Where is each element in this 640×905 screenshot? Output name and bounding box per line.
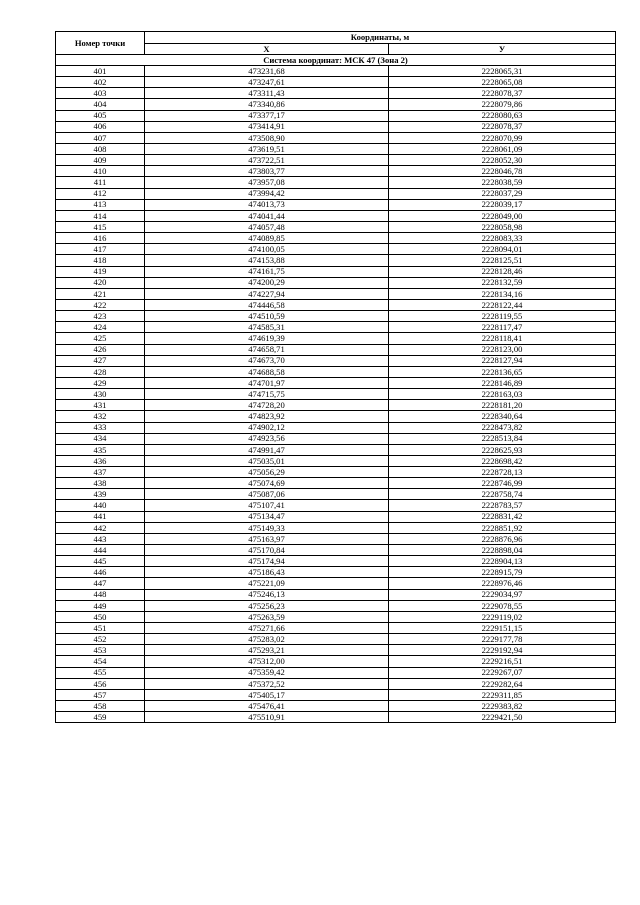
x-coordinate-cell: 475074,69 [145, 478, 389, 489]
y-coordinate-cell: 2228625,93 [389, 444, 616, 455]
y-coordinate-cell: 2229177,78 [389, 634, 616, 645]
y-coordinate-cell: 2228037,29 [389, 188, 616, 199]
x-coordinate-cell: 473377,17 [145, 110, 389, 121]
y-coordinate-cell: 2228058,98 [389, 221, 616, 232]
x-coordinate-cell: 474673,70 [145, 355, 389, 366]
table-row [56, 511, 616, 522]
y-coordinate-cell: 2228728,13 [389, 467, 616, 478]
table-row [56, 611, 616, 622]
x-coordinate-cell: 474991,47 [145, 444, 389, 455]
point-number-cell: 407 [56, 132, 145, 143]
x-coordinate-cell: 475372,52 [145, 678, 389, 689]
x-coordinate-cell: 473311,43 [145, 88, 389, 99]
table-row [56, 634, 616, 645]
y-coordinate-cell: 2228078,37 [389, 88, 616, 99]
table-row [56, 210, 616, 221]
table-row [56, 333, 616, 344]
y-coordinate-cell: 2229078,55 [389, 600, 616, 611]
table-row [56, 277, 616, 288]
table-row [56, 623, 616, 634]
x-coordinate-cell: 475134,47 [145, 511, 389, 522]
y-coordinate-cell: 2228758,74 [389, 489, 616, 500]
x-coordinate-cell: 474227,94 [145, 288, 389, 299]
y-coordinate-cell: 2228125,51 [389, 255, 616, 266]
x-coordinate-cell: 474728,20 [145, 400, 389, 411]
y-coordinate-cell: 2228181,20 [389, 400, 616, 411]
y-coordinate-cell: 2228118,41 [389, 333, 616, 344]
x-coordinate-cell: 475312,00 [145, 656, 389, 667]
point-number-cell: 438 [56, 478, 145, 489]
table-row [56, 389, 616, 400]
y-coordinate-cell: 2228080,63 [389, 110, 616, 121]
x-coordinate-cell: 474619,39 [145, 333, 389, 344]
point-number-cell: 411 [56, 177, 145, 188]
y-coordinate-cell: 2228134,16 [389, 288, 616, 299]
point-number-cell: 418 [56, 255, 145, 266]
table-row [56, 166, 616, 177]
table-row [56, 322, 616, 333]
table-row [56, 567, 616, 578]
coordinates-document [55, 31, 615, 723]
y-coordinate-cell: 2228146,89 [389, 377, 616, 388]
y-coordinate-cell: 2228163,03 [389, 389, 616, 400]
table-row [56, 88, 616, 99]
y-coordinate-cell: 2228831,42 [389, 511, 616, 522]
table-row [56, 689, 616, 700]
x-coordinate-cell: 474715,75 [145, 389, 389, 400]
x-coordinate-cell: 475293,21 [145, 645, 389, 656]
y-coordinate-cell: 2228078,37 [389, 121, 616, 132]
x-coordinate-cell: 474200,29 [145, 277, 389, 288]
table-row [56, 188, 616, 199]
y-coordinate-cell: 2228698,42 [389, 455, 616, 466]
x-coordinate-cell: 473619,51 [145, 143, 389, 154]
x-coordinate-cell: 473247,61 [145, 77, 389, 88]
x-coordinate-cell: 474688,58 [145, 366, 389, 377]
x-coordinate-cell: 474153,88 [145, 255, 389, 266]
y-coordinate-cell: 2229151,15 [389, 623, 616, 634]
table-row [56, 199, 616, 210]
table-row [56, 478, 616, 489]
x-coordinate-cell: 475246,13 [145, 589, 389, 600]
point-number-cell: 427 [56, 355, 145, 366]
y-coordinate-cell: 2228473,82 [389, 422, 616, 433]
x-coordinate-cell: 473994,42 [145, 188, 389, 199]
table-row [56, 500, 616, 511]
y-coordinate-cell: 2228898,04 [389, 545, 616, 556]
y-coordinate-cell: 2228976,46 [389, 578, 616, 589]
x-coordinate-cell: 475283,02 [145, 634, 389, 645]
table-row [56, 233, 616, 244]
x-coordinate-cell: 475149,33 [145, 522, 389, 533]
point-number-cell: 436 [56, 455, 145, 466]
table-row [56, 556, 616, 567]
point-number-cell: 434 [56, 433, 145, 444]
y-coordinate-cell: 2228136,65 [389, 366, 616, 377]
table-row [56, 701, 616, 712]
table-row [56, 444, 616, 455]
y-coordinate-cell: 2228128,46 [389, 266, 616, 277]
table-row [56, 377, 616, 388]
point-number-cell: 455 [56, 667, 145, 678]
y-coordinate-cell: 2228039,17 [389, 199, 616, 210]
y-coordinate-cell: 2228119,55 [389, 311, 616, 322]
y-coordinate-cell: 2229192,94 [389, 645, 616, 656]
point-number-cell: 406 [56, 121, 145, 132]
x-coordinate-cell: 473414,91 [145, 121, 389, 132]
point-number-cell: 448 [56, 589, 145, 600]
point-number-cell: 419 [56, 266, 145, 277]
table-row [56, 533, 616, 544]
point-number-cell: 430 [56, 389, 145, 400]
x-coordinate-cell: 475359,42 [145, 667, 389, 678]
y-coordinate-cell: 2229383,82 [389, 701, 616, 712]
y-coordinate-cell: 2229267,07 [389, 667, 616, 678]
y-coordinate-cell: 2229421,50 [389, 712, 616, 723]
x-coordinate-cell: 474585,31 [145, 322, 389, 333]
point-number-cell: 433 [56, 422, 145, 433]
y-coordinate-cell: 2229282,64 [389, 678, 616, 689]
x-coordinate-cell: 474161,75 [145, 266, 389, 277]
table-row [56, 656, 616, 667]
point-number-cell: 432 [56, 411, 145, 422]
point-number-cell: 409 [56, 155, 145, 166]
table-row [56, 288, 616, 299]
y-column-header: У [389, 44, 616, 55]
point-number-cell: 410 [56, 166, 145, 177]
point-number-cell: 457 [56, 689, 145, 700]
point-number-cell: 412 [56, 188, 145, 199]
point-number-cell: 459 [56, 712, 145, 723]
coordinates-table-body [56, 66, 616, 723]
point-number-cell: 452 [56, 634, 145, 645]
table-row [56, 221, 616, 232]
point-number-cell: 403 [56, 88, 145, 99]
x-coordinate-cell: 473340,86 [145, 99, 389, 110]
table-row [56, 712, 616, 723]
point-number-header: Номер точки [56, 32, 145, 55]
y-coordinate-cell: 2228904,13 [389, 556, 616, 567]
y-coordinate-cell: 2228052,30 [389, 155, 616, 166]
table-row [56, 344, 616, 355]
table-row [56, 244, 616, 255]
table-row [56, 411, 616, 422]
y-coordinate-cell: 2228132,59 [389, 277, 616, 288]
point-number-cell: 450 [56, 611, 145, 622]
x-coordinate-cell: 474923,56 [145, 433, 389, 444]
table-row [56, 667, 616, 678]
table-row [56, 455, 616, 466]
y-coordinate-cell: 2228783,57 [389, 500, 616, 511]
x-coordinate-cell: 475256,23 [145, 600, 389, 611]
table-row [56, 366, 616, 377]
x-coordinate-cell: 474446,58 [145, 299, 389, 310]
point-number-cell: 437 [56, 467, 145, 478]
y-coordinate-cell: 2228038,59 [389, 177, 616, 188]
y-coordinate-cell: 2228070,99 [389, 132, 616, 143]
point-number-cell: 401 [56, 66, 145, 77]
point-number-cell: 414 [56, 210, 145, 221]
y-coordinate-cell: 2228340,64 [389, 411, 616, 422]
point-number-cell: 443 [56, 533, 145, 544]
point-number-cell: 456 [56, 678, 145, 689]
table-row [56, 110, 616, 121]
point-number-cell: 442 [56, 522, 145, 533]
point-number-cell: 453 [56, 645, 145, 656]
point-number-cell: 425 [56, 333, 145, 344]
table-row [56, 299, 616, 310]
table-row [56, 678, 616, 689]
point-number-cell: 446 [56, 567, 145, 578]
x-coordinate-cell: 474823,92 [145, 411, 389, 422]
y-coordinate-cell: 2228079,86 [389, 99, 616, 110]
point-number-cell: 405 [56, 110, 145, 121]
y-coordinate-cell: 2228065,08 [389, 77, 616, 88]
x-coordinate-cell: 474057,48 [145, 221, 389, 232]
table-row [56, 77, 616, 88]
x-coordinate-cell: 474902,12 [145, 422, 389, 433]
y-coordinate-cell: 2228127,94 [389, 355, 616, 366]
x-coordinate-cell: 475510,91 [145, 712, 389, 723]
coordinate-system-label: Система координат: МСК 47 (Зона 2) [56, 55, 616, 66]
x-coordinate-cell: 475035,01 [145, 455, 389, 466]
point-number-cell: 420 [56, 277, 145, 288]
y-coordinate-cell: 2228046,78 [389, 166, 616, 177]
table-row [56, 255, 616, 266]
point-number-cell: 447 [56, 578, 145, 589]
x-coordinate-cell: 475087,06 [145, 489, 389, 500]
y-coordinate-cell: 2228851,92 [389, 522, 616, 533]
y-coordinate-cell: 2229311,85 [389, 689, 616, 700]
x-coordinate-cell: 474013,73 [145, 199, 389, 210]
x-coordinate-cell: 473231,68 [145, 66, 389, 77]
point-number-cell: 458 [56, 701, 145, 712]
point-number-cell: 441 [56, 511, 145, 522]
table-row [56, 578, 616, 589]
x-coordinate-cell: 473957,08 [145, 177, 389, 188]
y-coordinate-cell: 2229216,51 [389, 656, 616, 667]
table-row [56, 589, 616, 600]
x-coordinate-cell: 473722,51 [145, 155, 389, 166]
point-number-cell: 451 [56, 623, 145, 634]
x-coordinate-cell: 475405,17 [145, 689, 389, 700]
point-number-cell: 440 [56, 500, 145, 511]
x-coordinate-cell: 475174,94 [145, 556, 389, 567]
y-coordinate-cell: 2228094,01 [389, 244, 616, 255]
y-coordinate-cell: 2228117,47 [389, 322, 616, 333]
y-coordinate-cell: 2228915,79 [389, 567, 616, 578]
point-number-cell: 422 [56, 299, 145, 310]
y-coordinate-cell: 2229034,97 [389, 589, 616, 600]
point-number-cell: 404 [56, 99, 145, 110]
x-coordinate-cell: 474089,85 [145, 233, 389, 244]
point-number-cell: 444 [56, 545, 145, 556]
y-coordinate-cell: 2228049,00 [389, 210, 616, 221]
table-row [56, 522, 616, 533]
y-coordinate-cell: 2228746,99 [389, 478, 616, 489]
x-coordinate-cell: 473803,77 [145, 166, 389, 177]
point-number-cell: 416 [56, 233, 145, 244]
x-coordinate-cell: 475056,29 [145, 467, 389, 478]
point-number-cell: 431 [56, 400, 145, 411]
y-coordinate-cell: 2229119,02 [389, 611, 616, 622]
table-row [56, 467, 616, 478]
point-number-cell: 439 [56, 489, 145, 500]
x-coordinate-cell: 474658,71 [145, 344, 389, 355]
table-row [56, 66, 616, 77]
coordinates-table [55, 31, 616, 723]
table-row [56, 422, 616, 433]
x-coordinate-cell: 474100,05 [145, 244, 389, 255]
table-row [56, 489, 616, 500]
x-coordinate-cell: 475107,41 [145, 500, 389, 511]
y-coordinate-cell: 2228065,31 [389, 66, 616, 77]
x-coordinate-cell: 475271,66 [145, 623, 389, 634]
y-coordinate-cell: 2228083,33 [389, 233, 616, 244]
point-number-cell: 449 [56, 600, 145, 611]
table-row [56, 266, 616, 277]
x-coordinate-cell: 474510,59 [145, 311, 389, 322]
y-coordinate-cell: 2228122,44 [389, 299, 616, 310]
y-coordinate-cell: 2228513,84 [389, 433, 616, 444]
y-coordinate-cell: 2228876,96 [389, 533, 616, 544]
point-number-cell: 413 [56, 199, 145, 210]
table-row [56, 600, 616, 611]
table-row [56, 177, 616, 188]
point-number-cell: 454 [56, 656, 145, 667]
point-number-cell: 429 [56, 377, 145, 388]
table-row [56, 99, 616, 110]
point-number-cell: 428 [56, 366, 145, 377]
table-row [56, 121, 616, 132]
table-row [56, 400, 616, 411]
point-number-cell: 435 [56, 444, 145, 455]
coordinates-header: Координаты, м [145, 32, 616, 44]
table-row [56, 143, 616, 154]
y-coordinate-cell: 2228061,09 [389, 143, 616, 154]
point-number-cell: 408 [56, 143, 145, 154]
x-coordinate-cell: 473508,90 [145, 132, 389, 143]
table-row [56, 433, 616, 444]
point-number-cell: 421 [56, 288, 145, 299]
table-row [56, 545, 616, 556]
x-coordinate-cell: 475476,41 [145, 701, 389, 712]
table-row [56, 311, 616, 322]
point-number-cell: 415 [56, 221, 145, 232]
point-number-cell: 423 [56, 311, 145, 322]
point-number-cell: 426 [56, 344, 145, 355]
x-coordinate-cell: 475163,97 [145, 533, 389, 544]
x-column-header: X [145, 44, 389, 55]
x-coordinate-cell: 475186,43 [145, 567, 389, 578]
x-coordinate-cell: 475263,59 [145, 611, 389, 622]
x-coordinate-cell: 475170,84 [145, 545, 389, 556]
table-row [56, 645, 616, 656]
point-number-cell: 445 [56, 556, 145, 567]
x-coordinate-cell: 475221,09 [145, 578, 389, 589]
table-row [56, 155, 616, 166]
x-coordinate-cell: 474701,97 [145, 377, 389, 388]
point-number-cell: 424 [56, 322, 145, 333]
table-row [56, 132, 616, 143]
x-coordinate-cell: 474041,44 [145, 210, 389, 221]
y-coordinate-cell: 2228123,00 [389, 344, 616, 355]
point-number-cell: 402 [56, 77, 145, 88]
table-row [56, 355, 616, 366]
point-number-cell: 417 [56, 244, 145, 255]
